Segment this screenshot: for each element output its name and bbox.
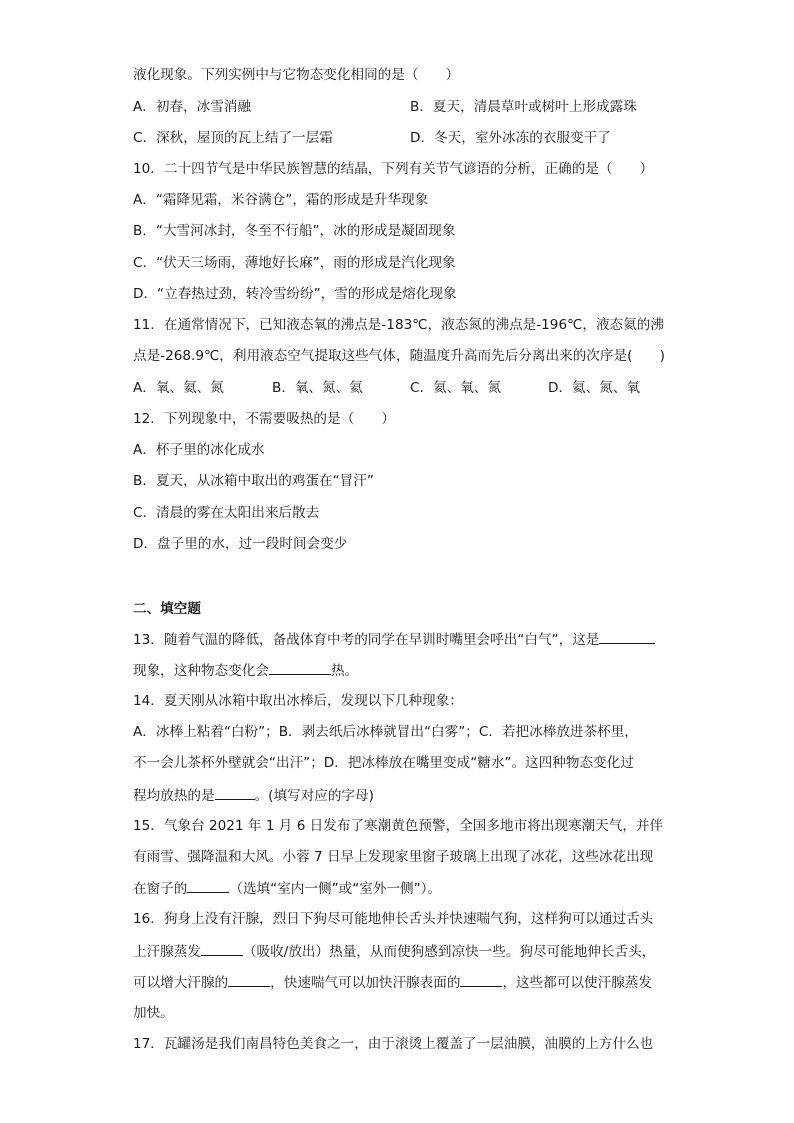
q16-text-b: （吸收/放出）热量，从而使狗感到凉快一些。狗尽可能地伸长舌头， [242, 944, 656, 960]
q15-text-a: 在窗子的 [133, 881, 188, 897]
q16-blank-3[interactable] [460, 972, 502, 987]
q15-blank[interactable] [187, 878, 229, 893]
q14-line1: 14．夏天刚从冰箱中取出冰棒后，发现以下几种现象： [133, 693, 463, 709]
q12-option-b: B．夏天，从冰箱中取出的鸡蛋在“冒汗” [133, 473, 374, 489]
q14-text-a: 程均放热的是 [133, 788, 215, 804]
q16-text-c: 可以增大汗腺的 [133, 975, 229, 991]
q11-stem-line2: 点是-268.9℃，利用液态空气提取这些气体，随温度升高而先后分离出来的次序是( ) [133, 348, 665, 364]
q13-text-3: 热。 [330, 663, 359, 679]
q11-option-d: D．氦、氮、氧 [548, 380, 641, 396]
q15-line1: 15．气象台 2021 年 1 月 6 日发布了寒潮黄色预警，全国多地市将出现寒潮天气，并伴 [133, 818, 664, 834]
q16-text-d: ，快速喘气可以加快汗腺表面的 [270, 975, 461, 991]
q11-option-c: C．氦、氧、氮 [410, 380, 502, 396]
q9-stem-tail: 液化现象。下列实例中与它物态变化相同的是（ ） [133, 67, 460, 83]
q14-text-b: 。(填写对应的字母) [254, 788, 374, 804]
q15-line2: 有雨雪、强降温和大风。小蓉 7 日早上发现家里窗子玻璃上出现了冰花，这些冰花出现 [133, 849, 654, 865]
q16-text-e: ，这些都可以使汗腺蒸发 [502, 975, 652, 991]
q10-option-c: C．“伏天三场雨，薄地好长麻”，雨的形成是汽化现象 [133, 255, 456, 271]
q10-option-b: B．“大雪河冰封，冬至不行船”，冰的形成是凝固现象 [133, 223, 456, 239]
q13-blank-2[interactable] [269, 660, 331, 675]
q12-option-d: D．盘子里的水，过一段时间会变少 [133, 536, 348, 552]
q13-line2 [133, 660, 358, 681]
q11-option-b: B．氧、氮、氦 [272, 380, 363, 396]
q9-option-b: B．夏天，清晨草叶或树叶上形成露珠 [410, 99, 637, 115]
q16-line3 [133, 972, 652, 993]
q10-option-d: D．“立春热过劲，转冷雪纷纷”，雪的形成是熔化现象 [133, 286, 457, 302]
q14-line2: A．冰棒上粘着“白粉”；B．剥去纸后冰棒就冒出“白雾”；C．若把冰棒放进茶杯里， [133, 724, 638, 740]
q9-option-c: C．深秋，屋顶的瓦上结了一层霜 [133, 130, 333, 146]
q16-text-a: 上汗腺蒸发 [133, 944, 201, 960]
q13-blank-1[interactable] [599, 629, 655, 644]
q12-stem: 12．下列现象中，不需要吸热的是（ ） [133, 411, 395, 427]
q16-blank-1[interactable] [201, 941, 243, 956]
q13-line1 [133, 629, 655, 650]
q9-option-d: D．冬天，室外冰冻的衣服变干了 [410, 130, 611, 146]
q16-line1: 16．狗身上没有汗腺，烈日下狗尽可能地伸长舌头并快速喘气狗，这样狗可以通过舌头 [133, 911, 654, 927]
q17-line1: 17．瓦罐汤是我们南昌特色美食之一，由于滚烫上覆盖了一层油膜，油膜的上方什么也 [133, 1036, 654, 1052]
q16-line4: 加快。 [133, 1005, 174, 1021]
q13-text-2: 现象，这种物态变化会 [133, 663, 269, 679]
q14-line3: 不一会儿茶杯外壁就会“出汗”；D．把冰棒放在嘴里变成“糖水”。这四种物态变化过 [133, 755, 634, 771]
q16-blank-2[interactable] [228, 972, 270, 987]
q15-text-b: （选填“室内一侧”或“室外一侧”）。 [229, 881, 442, 897]
q12-option-a: A．杯子里的冰化成水 [133, 442, 265, 458]
q10-option-a: A．“霜降见霜，米谷满仓”，霜的形成是升华现象 [133, 192, 429, 208]
q14-line4 [133, 785, 374, 806]
section-title-fill-blank: 二、填空题 [133, 601, 201, 617]
q14-blank[interactable] [215, 785, 255, 800]
q15-line3 [133, 878, 441, 899]
q12-option-c: C．清晨的雾在太阳出来后散去 [133, 505, 320, 521]
q10-stem: 10．二十四节气是中华民族智慧的结晶，下列有关节气谚语的分析，正确的是（ ） [133, 161, 654, 177]
q13-text-1: 13．随着气温的降低，备战体育中考的同学在早训时嘴里会呼出“白气”，这是 [133, 632, 600, 648]
q11-stem-line1: 11．在通常情况下，已知液态氧的沸点是-183℃，液态氮的沸点是-196℃，液态氦的沸 [133, 317, 664, 333]
q9-option-a: A．初春，冰雪消融 [133, 99, 252, 115]
q11-option-a: A．氧、氦、氮 [133, 380, 224, 396]
q16-line2 [133, 941, 655, 962]
